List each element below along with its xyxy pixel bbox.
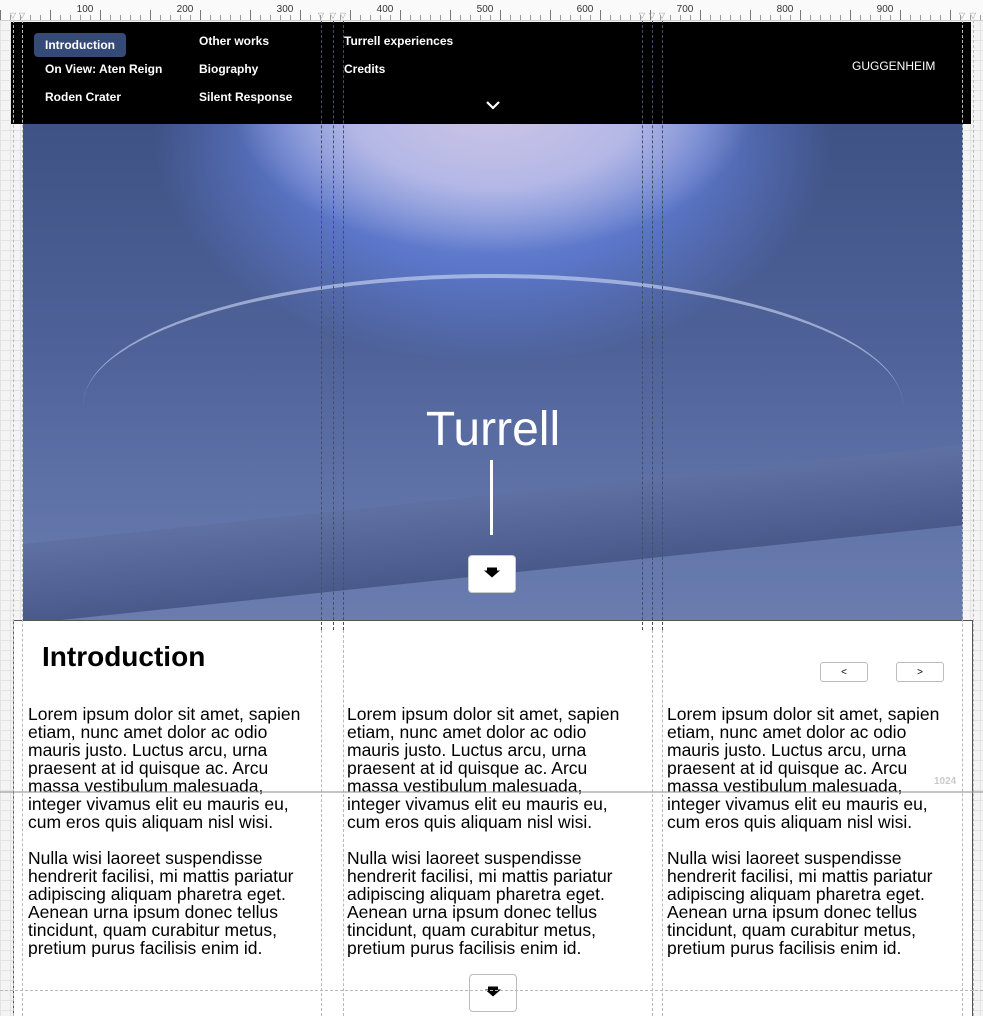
- ruler-label: 100: [76, 4, 94, 15]
- ruler-tick: [510, 15, 511, 20]
- nav-item-on-view-aten-reign[interactable]: On View: Aten Reign: [45, 62, 163, 76]
- prev-button[interactable]: <: [820, 662, 868, 682]
- ruler-tick: [350, 10, 351, 20]
- nav-item-introduction[interactable]: Introduction: [34, 33, 126, 57]
- ruler-tick: [530, 15, 531, 20]
- ruler-label: 200: [176, 4, 194, 15]
- ruler-tick: [670, 15, 671, 20]
- chevron-down-icon[interactable]: [486, 100, 500, 110]
- next-button[interactable]: >: [896, 662, 944, 682]
- guide-marker-icon[interactable]: ▽: [648, 11, 656, 20]
- ruler-tick: [550, 10, 551, 20]
- ruler-tick: [460, 15, 461, 20]
- ruler-label: 800: [776, 4, 794, 15]
- ruler-tick: [830, 15, 831, 20]
- ruler-tick: [800, 10, 801, 20]
- ruler-tick: [190, 15, 191, 20]
- guide-marker-icon[interactable]: ▽: [317, 11, 325, 20]
- paragraph: Nulla wisi laoreet suspendisse hendrerit facilisi, mi mattis pariatur adipiscing aliquam pharetra eget. Aenean urna ipsum donec tellus tincidunt, quam curabitur metus, pretium purus facilisis enim id.: [28, 848, 294, 957]
- paragraph: Nulla wisi laoreet suspendisse hendrerit facilisi, mi mattis pariatur adipiscing aliquam pharetra eget. Aenean urna ipsum donec tellus tincidunt, quam curabitur metus, pretium purus facilisis enim id.: [347, 848, 613, 957]
- ruler-tick: [740, 15, 741, 20]
- ruler-tick: [520, 15, 521, 20]
- text-column-3: [667, 705, 959, 957]
- down-arrow-icon: [484, 571, 500, 578]
- ruler-tick: [690, 15, 691, 20]
- ruler-tick: [700, 10, 701, 20]
- ruler-tick: [770, 15, 771, 20]
- ruler-tick: [980, 15, 981, 20]
- ruler-tick: [50, 10, 51, 20]
- ruler-tick: [930, 15, 931, 20]
- ruler-tick: [70, 15, 71, 20]
- ruler-tick: [870, 15, 871, 20]
- ruler-tick: [400, 10, 401, 20]
- scroll-down-button[interactable]: [468, 555, 516, 593]
- ruler-tick: [860, 15, 861, 20]
- ruler-tick: [160, 15, 161, 20]
- hero-title: Turrell: [425, 403, 561, 456]
- ruler-tick: [890, 15, 891, 20]
- guide-marker-icon[interactable]: ▽: [329, 11, 337, 20]
- nav-item-silent-response[interactable]: Silent Response: [199, 90, 293, 104]
- ruler-tick: [880, 15, 881, 20]
- ruler-tick: [850, 10, 851, 20]
- paragraph: Nulla wisi laoreet suspendisse hendrerit facilisi, mi mattis pariatur adipiscing aliquam pharetra eget. Aenean urna ipsum donec tellus tincidunt, quam curabitur metus, pretium purus facilisis enim id.: [667, 848, 933, 957]
- ruler-tick: [230, 15, 231, 20]
- ruler-tick: [940, 15, 941, 20]
- ruler-tick: [790, 15, 791, 20]
- ruler-tick: [120, 15, 121, 20]
- ruler-tick: [30, 15, 31, 20]
- ruler-tick: [410, 15, 411, 20]
- ruler-tick: [300, 10, 301, 20]
- ruler-tick: [380, 15, 381, 20]
- guide-marker-icon[interactable]: ▽: [658, 11, 666, 20]
- guide-marker-icon[interactable]: ▽: [9, 11, 17, 20]
- ruler-tick: [910, 15, 911, 20]
- nav-item-biography[interactable]: Biography: [199, 62, 259, 76]
- ruler-tick: [580, 15, 581, 20]
- ruler-tick: [630, 15, 631, 20]
- ruler-tick: [310, 15, 311, 20]
- ruler-tick: [900, 10, 901, 20]
- ruler-tick: [450, 10, 451, 20]
- introduction-section: [13, 620, 973, 1016]
- ruler-tick: [240, 15, 241, 20]
- guide-line: [973, 20, 974, 1016]
- ruler-tick: [270, 15, 271, 20]
- ruler-tick: [140, 15, 141, 20]
- ruler-tick: [810, 15, 811, 20]
- ruler-tick: [560, 15, 561, 20]
- nav-item-other-works[interactable]: Other works: [199, 34, 270, 48]
- ruler-tick: [570, 15, 571, 20]
- ruler-label: 400: [376, 4, 394, 15]
- ruler-tick: [720, 15, 721, 20]
- hero-divider: [490, 460, 493, 535]
- nav-item-roden-crater[interactable]: Roden Crater: [45, 90, 122, 104]
- ruler-tick: [750, 10, 751, 20]
- ruler-tick: [360, 15, 361, 20]
- ruler-tick: [80, 15, 81, 20]
- ruler-tick: [390, 15, 391, 20]
- ruler-tick: [680, 15, 681, 20]
- ruler-tick: [590, 15, 591, 20]
- ruler-tick: [840, 15, 841, 20]
- ruler: [0, 0, 983, 21]
- text-column-2: [347, 705, 639, 957]
- scroll-down-button-bottom[interactable]: [469, 974, 517, 1012]
- ruler-tick: [430, 15, 431, 20]
- guggenheim-logo[interactable]: GUGGENHEIM: [852, 59, 936, 73]
- ruler-tick: [150, 10, 151, 20]
- ruler-tick: [210, 15, 211, 20]
- ruler-label: 900: [876, 4, 894, 15]
- ruler-tick: [710, 15, 711, 20]
- ruler-tick: [370, 15, 371, 20]
- guide-marker-icon[interactable]: ▽: [339, 11, 347, 20]
- paragraph: Lorem ipsum dolor sit amet, sapien etiam, nunc amet dolor ac odio mauris justo. Luctus arcu, urna praesent at id quisque ac. Arcu massa vestibulum malesuada, integer vivamus elit eu mauris eu, cum eros quis aliquam nisl wisi.: [667, 705, 940, 832]
- ruler-tick: [920, 15, 921, 20]
- guide-marker-icon[interactable]: ▽: [18, 11, 26, 20]
- ruler-tick: [110, 15, 111, 20]
- ruler-tick: [260, 15, 261, 20]
- ruler-tick: [170, 15, 171, 20]
- text-column-1: [28, 705, 320, 957]
- ruler-tick: [250, 10, 251, 20]
- ruler-tick: [220, 15, 221, 20]
- ruler-label: 300: [276, 4, 294, 15]
- ruler-tick: [280, 15, 281, 20]
- ruler-tick: [60, 15, 61, 20]
- guide-marker-icon[interactable]: ▽: [638, 11, 646, 20]
- nav-item-credits[interactable]: Credits: [344, 62, 386, 76]
- ruler-tick: [490, 15, 491, 20]
- ruler-tick: [40, 15, 41, 20]
- ruler-tick: [130, 15, 131, 20]
- ruler-tick: [440, 15, 441, 20]
- paragraph: Lorem ipsum dolor sit amet, sapien etiam, nunc amet dolor ac odio mauris justo. Luctus arcu, urna praesent at id quisque ac. Arcu massa vestibulum malesuada, integer vivamus elit eu mauris eu, cum eros quis aliquam nisl wisi.: [28, 705, 301, 832]
- ruler-tick: [200, 10, 201, 20]
- ruler-tick: [620, 15, 621, 20]
- ruler-tick: [480, 15, 481, 20]
- ruler-tick: [760, 15, 761, 20]
- ruler-tick: [540, 15, 541, 20]
- ruler-label: 700: [676, 4, 694, 15]
- ruler-tick: [500, 10, 501, 20]
- ruler-tick: [180, 15, 181, 20]
- viewport-size-label: 1024: [934, 776, 957, 787]
- ruler-tick: [820, 15, 821, 20]
- section-heading: Introduction: [42, 641, 206, 672]
- down-arrow-icon: [485, 990, 501, 997]
- ruler-tick: [610, 15, 611, 20]
- ruler-tick: [100, 10, 101, 20]
- guide-marker-icon[interactable]: ▽: [969, 11, 977, 20]
- hero-banner: [23, 124, 963, 621]
- top-navigation: [11, 22, 971, 124]
- guide-marker-icon[interactable]: ▽: [958, 11, 966, 20]
- ruler-tick: [290, 15, 291, 20]
- paragraph: Lorem ipsum dolor sit amet, sapien etiam, nunc amet dolor ac odio mauris justo. Luctus arcu, urna praesent at id quisque ac. Arcu massa vestibulum malesuada, integer vivamus elit eu mauris eu, cum eros quis aliquam nisl wisi.: [347, 705, 620, 832]
- ruler-tick: [780, 15, 781, 20]
- ruler-label: 600: [576, 4, 594, 15]
- ruler-tick: [950, 10, 951, 20]
- ruler-label: 500: [476, 4, 494, 15]
- ruler-tick: [470, 15, 471, 20]
- nav-item-turrell-experiences[interactable]: Turrell experiences: [344, 34, 454, 48]
- ruler-tick: [730, 15, 731, 20]
- ruler-tick: [0, 10, 1, 20]
- ruler-tick: [420, 15, 421, 20]
- ruler-tick: [90, 15, 91, 20]
- ruler-tick: [600, 10, 601, 20]
